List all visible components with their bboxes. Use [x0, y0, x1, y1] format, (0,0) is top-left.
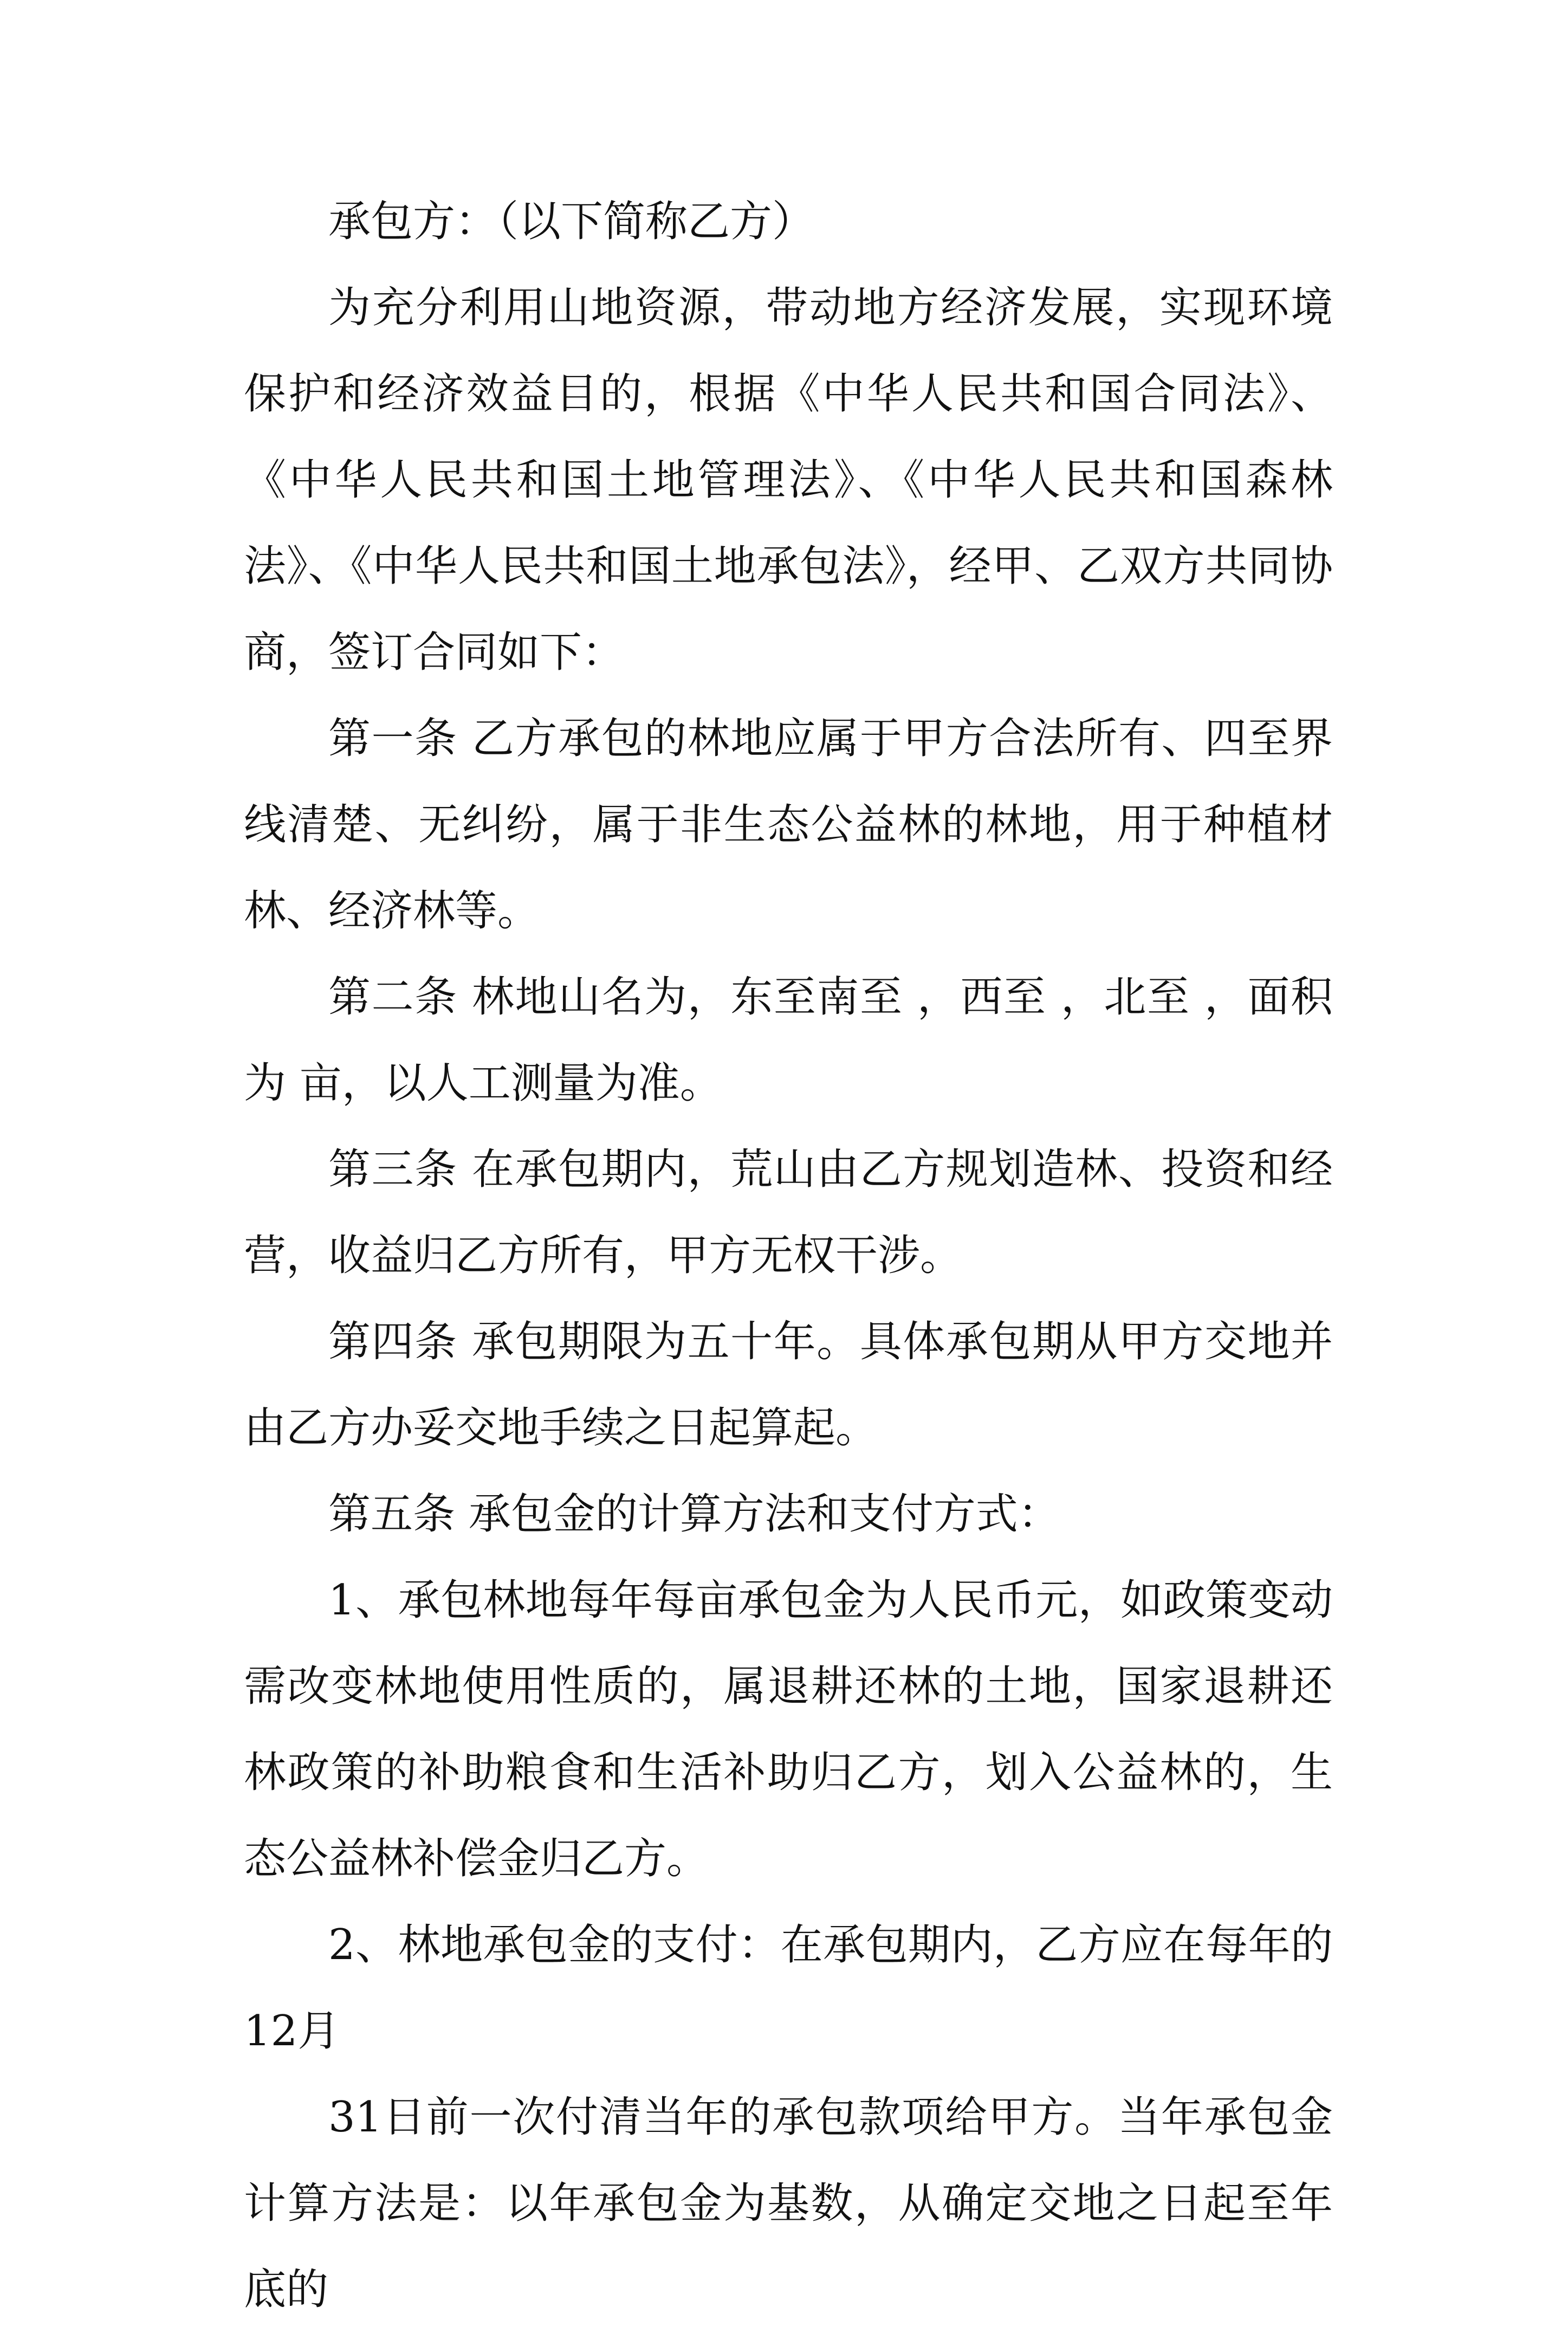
article-5: 第五条 承包金的计算方法和支付方式：: [328, 1490, 1060, 1539]
article-5-item-2-continued: 31日前一次付清当年的承包款项给甲方。当年承包金计算方法是：以年承包金为基数，从确定交地之日起至年底的: [244, 2093, 1333, 2314]
article-2: 第二条 林地山名为，东至南至 ，西至 ，北至 ，面积为 亩，以人工测量为准。: [244, 973, 1333, 1108]
article-3: 第三条 在承包期内，荒山由乙方规划造林、投资和经营，收益归乙方所有，甲方无权干涉。: [244, 1145, 1333, 1280]
article-4: 第四条 承包期限为五十年。具体承包期从甲方交地并由乙方办妥交地手续之日起算起。: [244, 1317, 1333, 1452]
article-1: 第一条 乙方承包的林地应属于甲方合法所有、四至界线清楚、无纠纷，属于非生态公益林的林地，用于种植材林、经济林等。: [244, 714, 1333, 935]
party-b-line: 承包方：（以下简称乙方）: [328, 197, 815, 246]
document-page: [244, 179, 1333, 2333]
article-5-item-1: 1、承包林地每年每亩承包金为人民币元，如政策变动需改变林地使用性质的，属退耕还林的土地，国家退耕还林政策的补助粮食和生活补助归乙方，划入公益林的，生态公益林补偿金归乙方。: [244, 1576, 1333, 1883]
preamble-paragraph: 为充分利用山地资源，带动地方经济发展，实现环境保护和经济效益目的，根据《中华人民共和国合同法》、《中华人民共和国土地管理法》、《中华人民共和国森林法》、《中华人民共和国土地承包法》，经甲、乙双方共同协商，签订合同如下：: [244, 283, 1333, 677]
article-5-item-2: 2、林地承包金的支付：在承包期内，乙方应在每年的12月: [244, 1921, 1333, 2056]
